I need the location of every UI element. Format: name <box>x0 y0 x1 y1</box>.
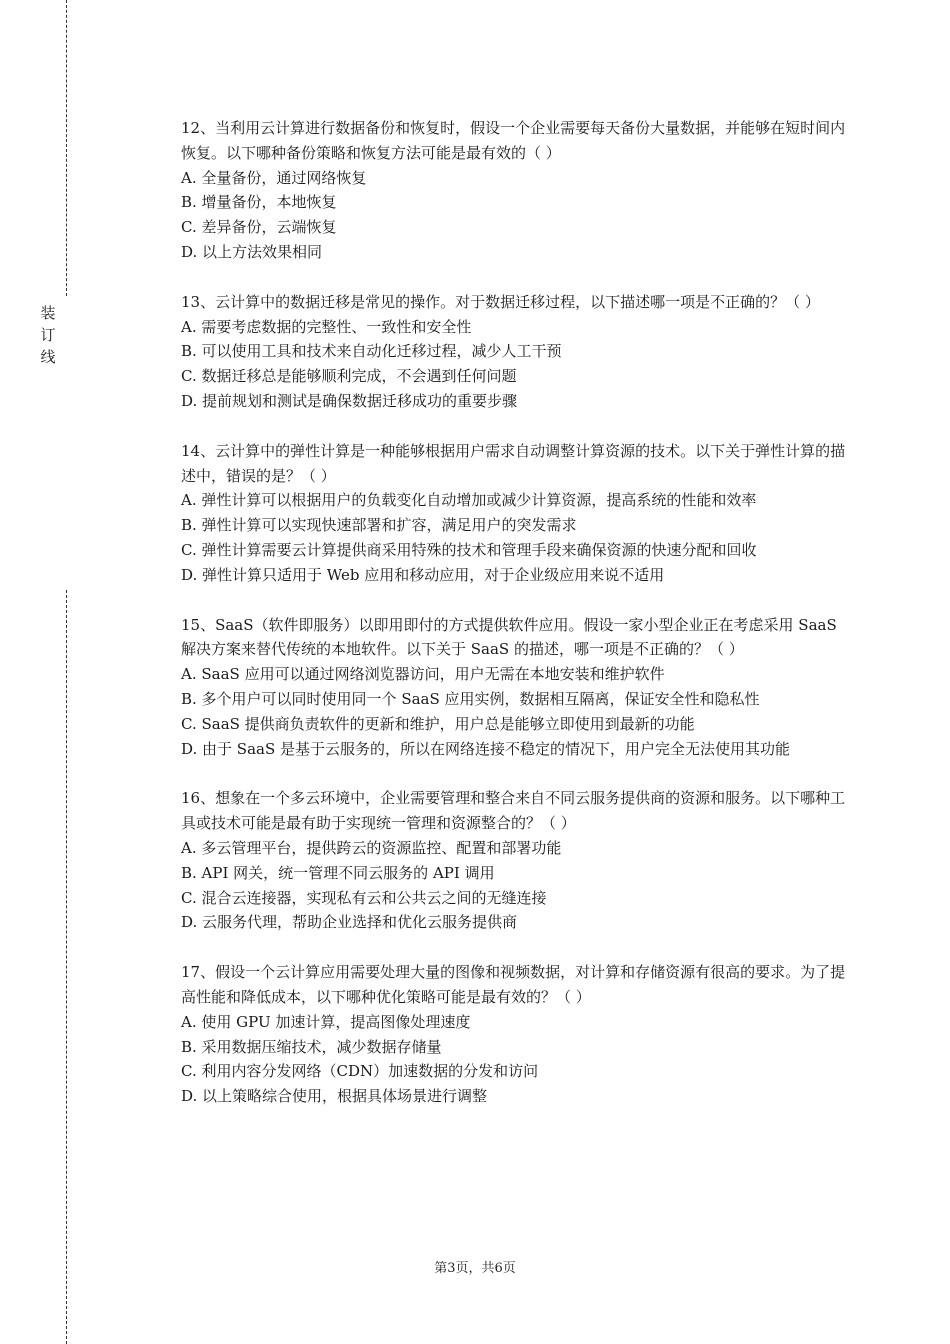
option-b: B. 弹性计算可以实现快速部署和扩容，满足用户的突发需求 <box>181 516 577 535</box>
option-b: B. 多个用户可以同时使用同一个 SaaS 应用实例，数据相互隔离，保证安全性和隐私性 <box>181 689 760 708</box>
option-a: A. 多云管理平台，提供跨云的资源监控、配置和部署功能 <box>181 838 562 857</box>
question-stem: 14、云计算中的弹性计算是一种能够根据用户需求自动调整计算资源的技术。以下关于弹性计算的描述中，错误的是？（ ） <box>181 441 846 485</box>
option-a: A. 全量备份，通过网络恢复 <box>181 168 367 187</box>
option-c: C. 弹性计算需要云计算提供商采用特殊的技术和管理手段来确保资源的快速分配和回收 <box>181 540 757 559</box>
binding-line-top <box>66 0 67 296</box>
option-c: C. 差异备份，云端恢复 <box>181 218 337 237</box>
question-list <box>181 116 851 1134</box>
question-15 <box>181 613 851 762</box>
option-b: B. API 网关，统一管理不同云服务的 API 调用 <box>181 863 495 882</box>
binding-line-bottom <box>66 590 67 1344</box>
option-a: A. 需要考虑数据的完整性、一致性和安全性 <box>181 317 472 336</box>
question-stem: 17、假设一个云计算应用需要处理大量的图像和视频数据，对计算和存储资源有很高的要求。为了提高性能和降低成本，以下哪种优化策略可能是最有效的？（ ） <box>181 963 846 1006</box>
option-b: B. 采用数据压缩技术，减少数据存储量 <box>181 1037 442 1056</box>
option-c: C. 混合云连接器，实现私有云和公共云之间的无缝连接 <box>181 888 547 907</box>
question-stem: 13、云计算中的数据迁移是常见的操作。对于数据迁移过程，以下描述哪一项是不正确的？（ ） <box>181 292 820 311</box>
option-d: D. 提前规划和测试是确保数据迁移成功的重要步骤 <box>181 391 518 410</box>
option-b: B. 可以使用工具和技术来自动化迁移过程，减少人工干预 <box>181 342 562 361</box>
binding-char: 装 <box>40 304 56 322</box>
question-16 <box>181 786 851 935</box>
option-c: C. 利用内容分发网络（CDN）加速数据的分发和访问 <box>181 1062 539 1081</box>
question-stem: 12、当利用云计算进行数据备份和恢复时，假设一个企业需要每天备份大量数据，并能够在短时间内恢复。以下哪种备份策略和恢复方法可能是最有效的（ ） <box>181 119 846 162</box>
option-a: A. 使用 GPU 加速计算，提高图像处理速度 <box>181 1012 471 1031</box>
option-d: D. 以上方法效果相同 <box>181 242 323 261</box>
binding-char: 订 <box>40 326 56 344</box>
option-a: A. 弹性计算可以根据用户的负载变化自动增加或减少计算资源，提高系统的性能和效率 <box>181 491 757 510</box>
option-d: D. 弹性计算只适用于 Web 应用和移动应用，对于企业级应用来说不适用 <box>181 565 665 584</box>
page-number: 第3页，共6页 <box>434 1261 516 1276</box>
option-c: C. SaaS 提供商负责软件的更新和维护，用户总是能够立即使用到最新的功能 <box>181 714 695 733</box>
option-d: D. 云服务代理，帮助企业选择和优化云服务提供商 <box>181 913 518 932</box>
binding-line-label <box>38 302 58 368</box>
option-d: D. 以上策略综合使用，根据具体场景进行调整 <box>181 1087 488 1106</box>
option-a: A. SaaS 应用可以通过网络浏览器访问，用户无需在本地安装和维护软件 <box>181 665 665 684</box>
question-12 <box>181 116 851 265</box>
option-b: B. 增量备份，本地恢复 <box>181 193 337 212</box>
option-c: C. 数据迁移总是能够顺利完成，不会遇到任何问题 <box>181 367 517 386</box>
question-17 <box>181 960 851 1109</box>
question-stem: 16、想象在一个多云环境中，企业需要管理和整合来自不同云服务提供商的资源和服务。以下哪种工具或技术可能是最有助于实现统一管理和资源整合的？（ ） <box>181 789 846 833</box>
option-d: D. 由于 SaaS 是基于云服务的，所以在网络连接不稳定的情况下，用户完全无法使用其功能 <box>181 739 791 758</box>
binding-char: 线 <box>40 348 56 366</box>
question-stem: 15、SaaS（软件即服务）以即用即付的方式提供软件应用。假设一家小型企业正在考虑采用 SaaS 解决方案来替代传统的本地软件。以下关于 SaaS 的描述，哪一项是不正确的？（ ） <box>181 615 837 659</box>
question-14 <box>181 439 851 588</box>
question-13 <box>181 290 851 414</box>
